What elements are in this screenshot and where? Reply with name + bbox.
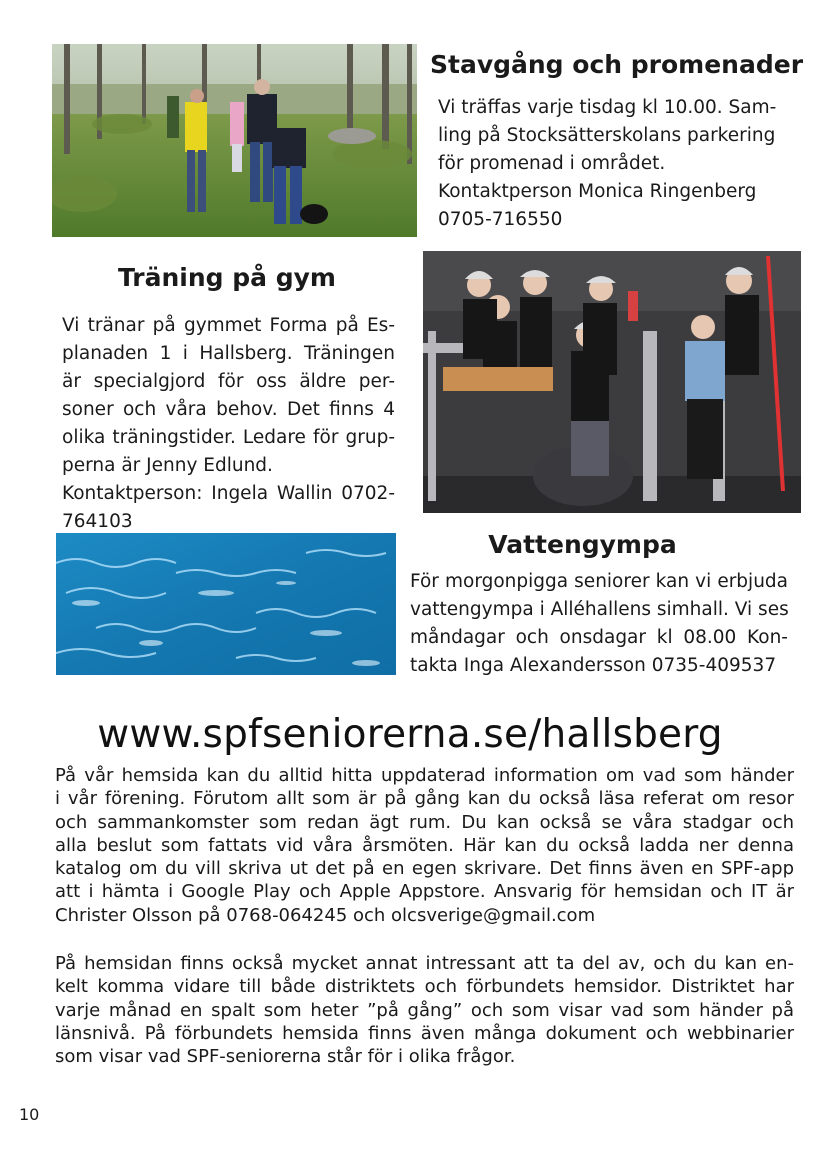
text-line: vattengympa i Alléhallens simhall. Vi ses: [410, 599, 789, 620]
text-line: alla beslut som fattats vid våra årsmöten. Här kan du också ladda ner denna: [55, 834, 794, 856]
text-line: länsnivå. På förbundets hemsida finns även många dokument och webbinarier: [55, 1022, 794, 1044]
walking-group-photo: [52, 44, 417, 237]
text-line: På hemsidan finns också mycket annat intressant att ta del av, och du kan en-: [55, 953, 794, 974]
pool-water-photo: [56, 533, 396, 675]
text-line: Kontaktperson Monica Ringenberg: [438, 181, 757, 202]
section-text-vattengympa: [410, 568, 788, 680]
section-heading-stavgang: Stavgång och promenader: [430, 50, 804, 79]
text-line: och sammankomster som redan ägt rum. Du kan också se våra stadgar och: [55, 811, 794, 833]
text-line: att i hämta i Google Play och Apple Appstore. Ansvarig för hemsidan och IT är: [55, 881, 794, 903]
text-line: olika träningstider. Ledare för grup-: [62, 427, 395, 448]
text-line: soner och våra behov. Det finns 4: [62, 399, 395, 420]
section-heading-gym: Träning på gym: [118, 263, 336, 292]
text-line: Kontaktperson: Ingela Wallin 0702-: [62, 483, 395, 504]
page-number: 10: [19, 1105, 40, 1124]
text-line: för promenad i området.: [438, 153, 666, 174]
text-line: kelt komma vidare till både distriktets och förbundets hemsidor. Distriktet har: [55, 976, 794, 998]
text-line: 764103: [62, 511, 133, 532]
text-line: Vi träffas varje tisdag kl 10.00. Sam-: [438, 97, 777, 118]
website-url: www.spfseniorerna.se/hallsberg: [97, 712, 723, 757]
text-line: Vi tränar på gymmet Forma på Es-: [62, 315, 395, 336]
gym-group-photo: [423, 251, 801, 513]
text-line: 0705-716550: [438, 209, 563, 230]
section-text-gym: [62, 312, 395, 536]
website-paragraph-2: [55, 952, 794, 1068]
text-line: är specialgjord för oss äldre per-: [62, 371, 395, 392]
text-line: i vår förening. Förutom allt som är på gång kan du också läsa referat om resor: [55, 788, 794, 810]
text-line: Christer Olsson på 0768-064245 och olcsverige@gmail.com: [55, 904, 596, 926]
section-heading-vattengympa: Vattengympa: [488, 530, 677, 559]
text-line: perna är Jenny Edlund.: [62, 455, 273, 476]
website-paragraph-1: [55, 764, 794, 927]
text-line: katalog om du vill skriva ut det på en egen skrivare. Det finns även en SPF-app: [55, 858, 794, 880]
text-line: takta Inga Alexandersson 0735-409537: [410, 655, 777, 676]
text-line: måndagar och onsdagar kl 08.00 Kon-: [410, 627, 788, 648]
text-line: På vår hemsida kan du alltid hitta uppdaterad information om vad som händer: [55, 765, 794, 786]
text-line: planaden 1 i Hallsberg. Träningen: [62, 343, 395, 364]
text-line: som visar vad SPF-seniorerna står för i olika frågor.: [55, 1046, 516, 1068]
text-line: varje månad en spalt som heter ”på gång” och som visar vad som händer på: [55, 999, 794, 1021]
text-line: ling på Stocksätterskolans parkering: [438, 125, 776, 146]
section-text-stavgang: [438, 94, 783, 234]
text-line: För morgonpigga seniorer kan vi erbjuda: [410, 571, 788, 592]
